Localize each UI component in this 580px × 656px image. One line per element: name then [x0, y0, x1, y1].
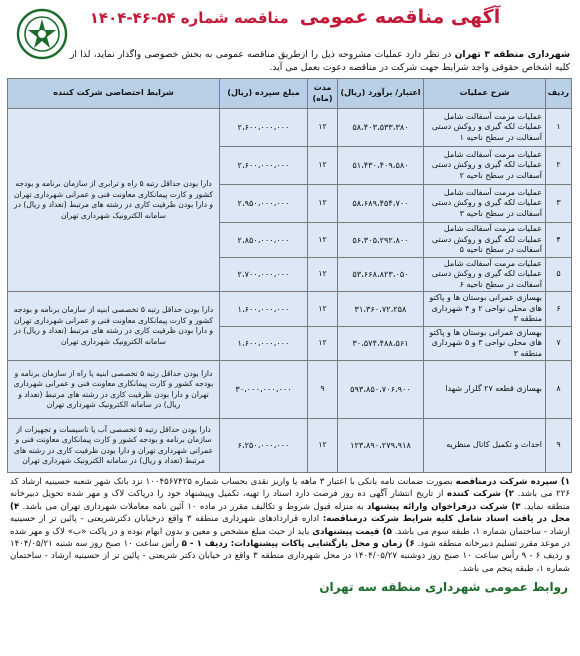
row-conditions-canal: دارا بودن حداقل رتبه ۵ تخصصی آب یا تاسیسات و تجهیزات از سازمان برنامه و بودجه کشور و کارت پیمانکاری معاونت فنی و عمرانی شهرداری تهران و دارا بودن ظرفیت کاری در رشته های مرتبط (تعداد و ریال) در سامانه الکترونیک شهرداری تهران — [8, 419, 220, 473]
note-5-title: ۵) قیمت پیشنهادی — [312, 526, 392, 537]
table-row — [8, 419, 572, 473]
note-4-title: ۴) محل در یافت اسناد شامل کلیه شرایط شرکت درمناقصه: — [10, 501, 571, 525]
row-duration: ۹ — [308, 361, 338, 419]
note-1-text: بصورت ضمانت نامه بانکی با اعتبار ۳ ماهه یا واریز نقدی بحساب شماره ۱۰۰۴۵۶۷۴۲۵ نزد بانک شهر شعبه حسینیه ارشاد کد ۲۲۶ می باشد. — [10, 477, 570, 500]
row-description: عملیات مرمت آسفالت شامل عملیات لکه گیری و روکش دستی آسفالت در سطح ناحیه ۱ — [424, 109, 546, 147]
row-number: ۸ — [546, 361, 572, 419]
row-budget: ۵۳،۶۶۸،۸۲۳،۰۵۰ — [338, 257, 424, 292]
row-number: ۳ — [546, 185, 572, 223]
public-relations-signature: روابط عمومی شهرداری منطقه سه تهران — [319, 580, 568, 595]
note-1-title: ۱) سپرده شرکت درمناقصه — [455, 477, 570, 487]
row-number: ۵ — [546, 257, 572, 292]
row-duration: ۱۲ — [308, 223, 338, 258]
row-budget: ۵۸،۶۸۹،۴۵۴،۷۰۰ — [338, 185, 424, 223]
row-number: ۱ — [546, 109, 572, 147]
row-deposit: ۲،۶۰۰،۰۰۰،۰۰۰ — [220, 109, 308, 147]
table-row — [8, 109, 572, 147]
notice-header — [8, 6, 572, 48]
row-budget: ۵۸،۴۰۳،۵۳۳،۳۸۰ — [338, 109, 424, 147]
row-number: ۶ — [546, 292, 572, 327]
row-budget: ۱۲۳،۸۹۰،۲۷۹،۹۱۸ — [338, 419, 424, 473]
row-duration: ۱۲ — [308, 185, 338, 223]
notice-title: آگهی مناقصه عمومی — [299, 6, 501, 28]
row-budget: ۳۰،۵۷۴،۴۸۸،۵۶۱ — [338, 326, 424, 361]
row-duration: ۱۲ — [308, 109, 338, 147]
row-description: بهسازی عمرانی بوستان ها و پاکتو های محلی نواحی ۲ و ۴ شهرداری منطقه ۳ — [424, 292, 546, 327]
row-number: ۷ — [546, 326, 572, 361]
table-row — [8, 292, 572, 327]
notice-notes — [8, 473, 572, 575]
row-deposit: ۲،۶۰۰،۰۰۰،۰۰۰ — [220, 147, 308, 185]
row-description: عملیات مرمت آسفالت شامل عملیات لکه گیری و روکش دستی آسفالت در سطح ناحیه ۳ — [424, 185, 546, 223]
row-description: عملیات مرمت آسفالت شامل عملیات لکه گیری و روکش دستی آسفالت در سطح ناحیه ۵ — [424, 223, 546, 258]
tehran-municipality-logo-icon — [16, 8, 68, 60]
row-description: احداث و تکمیل کانال منظریه — [424, 419, 546, 473]
row-description: عملیات مرمت آسفالت شامل عملیات لکه گیری و روکش دستی آسفالت در سطح ناحیه ۶ — [424, 257, 546, 292]
row-conditions-asphalt: دارا بودن حداقل رتبه ۵ راه و ترابری از سازمان برنامه و بودجه کشور و کارت پیمانکاری معاونت فنی و عمرانی شهرداری تهران و دارا بودن ظرفیت کاری در رشته های مرتبط (تعداد و ریال) در سامانه الکترونیک شهرداری تهران — [8, 109, 220, 292]
header-duration: مدت (ماه) — [308, 79, 338, 109]
row-budget: ۵۶،۳۰۵،۲۹۲،۸۰۰ — [338, 223, 424, 258]
note-2-title: ۲) شرکت کننده — [447, 489, 514, 500]
row-number: ۲ — [546, 147, 572, 185]
row-deposit: ۶،۲۵۰،۰۰۰،۰۰۰ — [220, 419, 308, 473]
intro-text: در نظر دارد عملیات مشروحه ذیل را ازطریق مناقصه عمومی به بخش خصوصی واگذار نماید، لذا از کلیه اشخاص حقوقی واجد شرایط جهت شرکت در مناقصه دعوت بعمل می آید. — [70, 49, 570, 73]
note-3-title: ۳) شرکت درفراخوان وارائه پیشنهاد — [366, 501, 521, 512]
intro-org: شهرداری منطقه ۳ تهران — [454, 49, 570, 60]
row-description: بهسازی قطعه ۲۷ گلزار شهدا — [424, 361, 546, 419]
note-5-text: باید از حیث مبلغ مشخص و معین و بدون ابهام بوده و در پاکت «ب» لاک و مهر شده در موعد مقرر تسلیم دبیرخانه منطقه شود. — [10, 526, 570, 550]
note-6-title: ۶) زمان و محل بازگشایی پاکات پیشنهادات: ردیف ۱ - ۵ — [181, 539, 415, 550]
row-conditions-parks: دارا بودن حداقل رتبه ۵ تخصصی ابنیه از سازمان برنامه و بودجه کشور و کارت پیمانکاری معاونت فنی و عمرانی شهرداری تهران و دارا بودن ظرفیت کاری در رشته های مرتبط (تعداد و ریال) در سامانه الکترونیک شهرداری تهران — [8, 292, 220, 361]
intro-paragraph — [8, 48, 572, 74]
row-duration: ۱۲ — [308, 326, 338, 361]
header-description: شرح عملیات — [424, 79, 546, 109]
row-budget: ۳۱،۳۶۰،۷۲،۲۵۸ — [338, 292, 424, 327]
row-deposit: ۱،۶۰۰،۰۰۰،۰۰۰ — [220, 326, 308, 361]
row-number: ۴ — [546, 223, 572, 258]
row-deposit: ۲،۷۰۰،۰۰۰،۰۰۰ — [220, 257, 308, 292]
row-description: بهسازی عمرانی بوستان ها و پاکتو های محلی نواحی ۳ و ۵ شهرداری منطقه ۳ — [424, 326, 546, 361]
note-2-text: از تاریخ انتشار آگهی ده روز فرصت دارد اسناد را تهیه، تکمیل وپیشنهاد خود را درپاکت لاک و مهر شده تحویل دبیرخانه منطقه نماید. — [10, 489, 571, 512]
table-row — [8, 361, 572, 419]
table-header-row — [8, 79, 572, 109]
header-deposit: مبلغ سپرده (ریال) — [220, 79, 308, 109]
row-number: ۹ — [546, 419, 572, 473]
note-6-text: رأس ساعت ۱۰ صبح روز سه شنبه ۱۴۰۴/۰۵/۲۱ و ردیف ۶ - ۹ رأس ساعت ۱۰ صبح روز دوشنبه ۱۴۰۴/۰۵/۲۷ در محل شهرداری منطقه ۳ واقع در خیابان دکتر شریعتی - پائین تر از حسینیه ارشاد - ساختمان شماره ۱، طبقه پنجم می باشد. — [10, 539, 570, 574]
note-3-text: به منزله قبول شروط و تکالیف مقرر در ماده ۱۰ آئین نامه معاملات شهرداری تهران می باشد. — [22, 501, 364, 512]
row-duration: ۱۲ — [308, 419, 338, 473]
header-conditions: شرایط اختصاصی شرکت کننده — [8, 79, 220, 109]
row-conditions-cemetery: دارا بودن حداقل رتبه ۵ تخصصی ابنیه یا راه از سازمان برنامه و بودجه کشور و کارت پیمانکاری معاونت فنی و عمرانی شهرداری تهران و دارا بودن ظرفیت کاری در رشته های مرتبط (تعداد و ریال) در سامانه الکترونیک شهرداری تهران — [8, 361, 220, 419]
row-duration: ۱۲ — [308, 257, 338, 292]
notice-title-block — [78, 6, 512, 28]
tender-table — [7, 78, 572, 473]
tender-number: مناقصه شماره ۵۴-۴۶-۱۴۰۴ — [89, 9, 289, 27]
header-row-number: ردیف — [546, 79, 572, 109]
row-deposit: ۳۰،۰۰۰،۰۰۰،۰۰۰ — [220, 361, 308, 419]
row-deposit: ۱،۶۰۰،۰۰۰،۰۰۰ — [220, 292, 308, 327]
row-duration: ۱۲ — [308, 292, 338, 327]
row-deposit: ۲،۸۵۰،۰۰۰،۰۰۰ — [220, 223, 308, 258]
row-duration: ۱۲ — [308, 147, 338, 185]
row-budget: ۵۹۳،۸۵۰،۷۰۶،۹۰۰ — [338, 361, 424, 419]
header-budget: اعتبار/ برآورد (ریال) — [338, 79, 424, 109]
row-budget: ۵۱،۴۳۰،۴۰۹،۵۸۰ — [338, 147, 424, 185]
row-description: عملیات مرمت آسفالت شامل عملیات لکه گیری و روکش دستی آسفالت در سطح ناحیه ۲ — [424, 147, 546, 185]
note-4-text: اداره قراردادهای شهرداری منطقه ۳ واقع درخیابان دکترشریعتی - پائین تر از حسینیه ارشاد - ساختمان شماره ۱، طبقه سوم می باشد. — [10, 514, 570, 537]
row-deposit: ۲،۹۵۰،۰۰۰،۰۰۰ — [220, 185, 308, 223]
